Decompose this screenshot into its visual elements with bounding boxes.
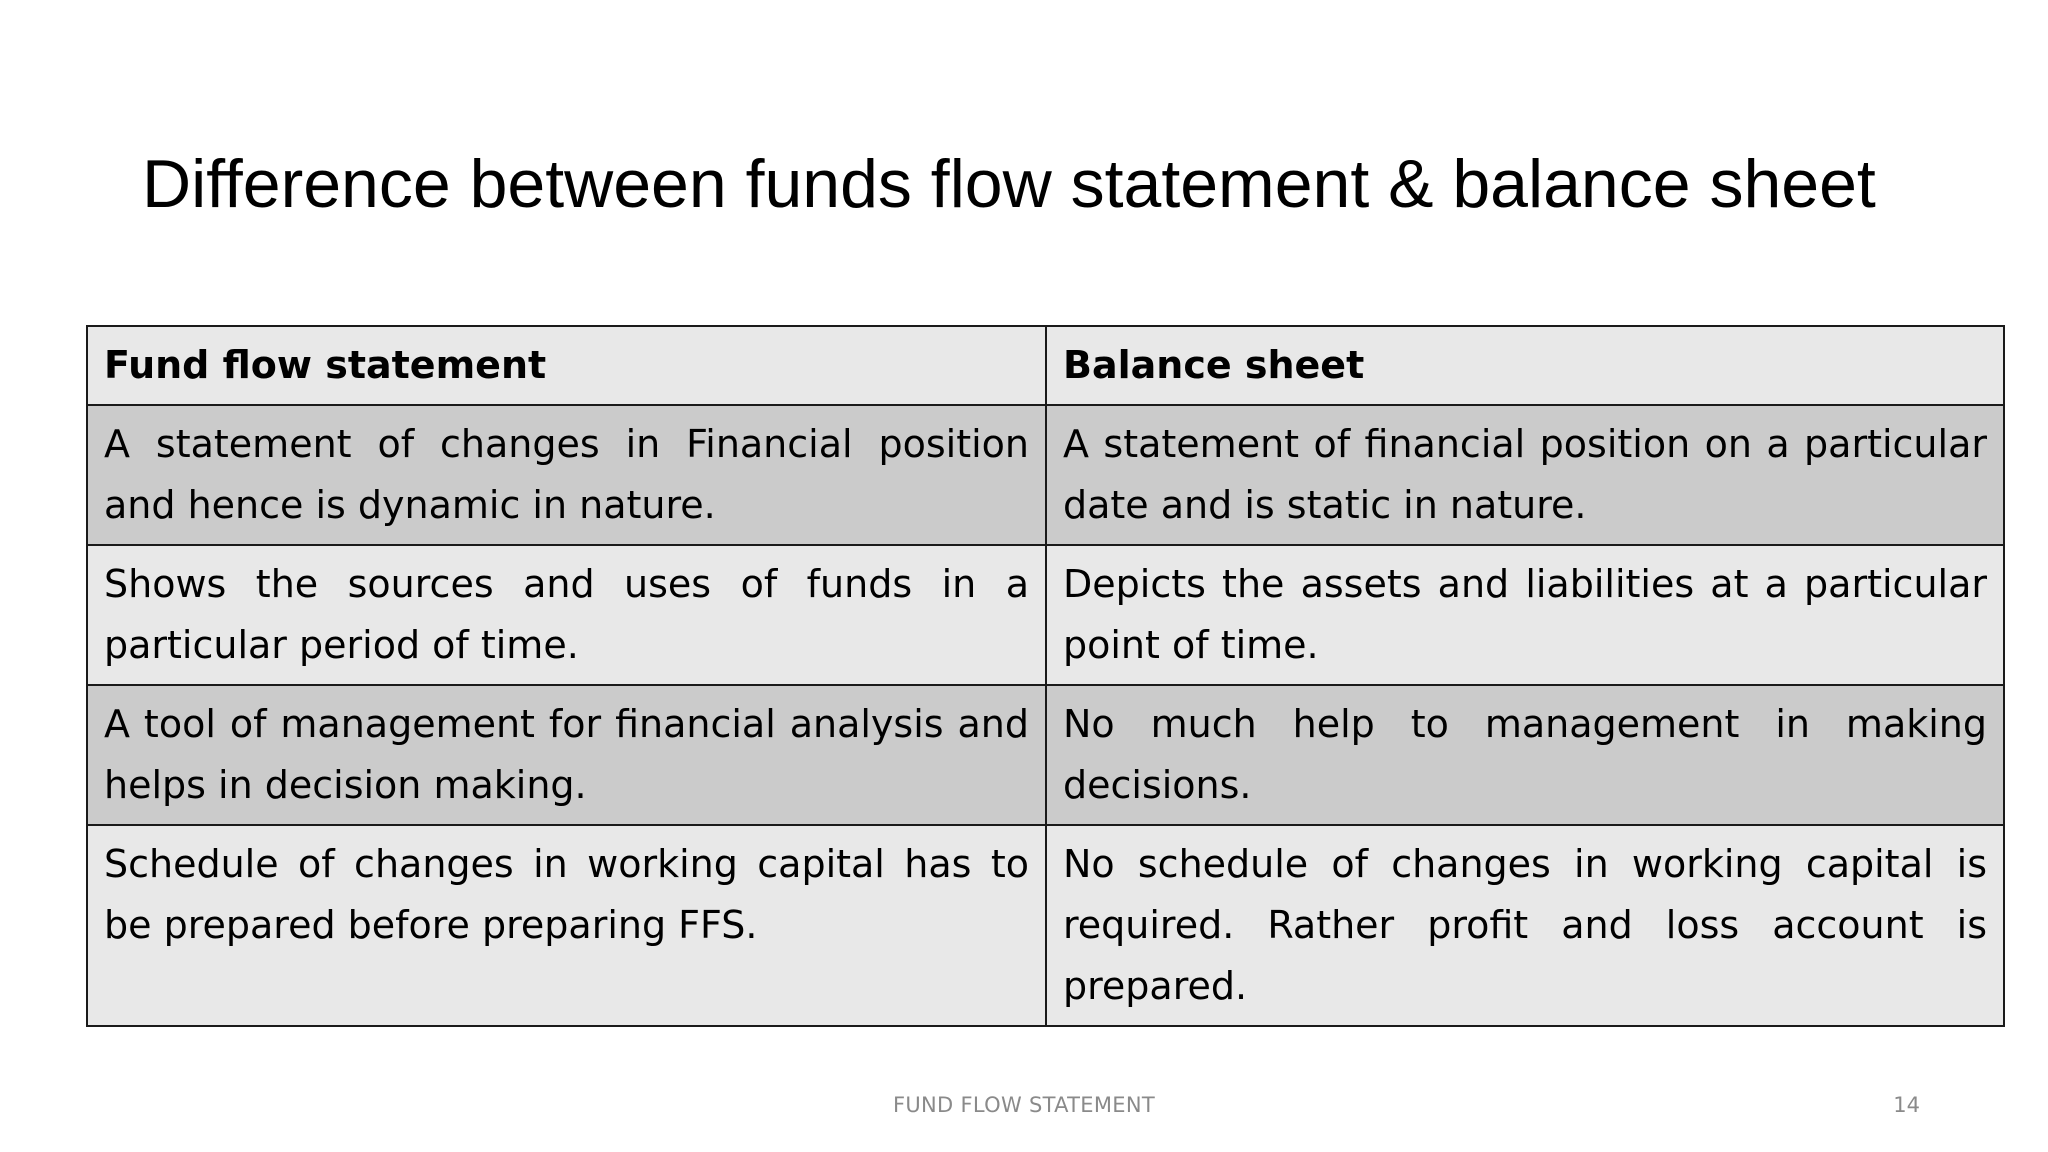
footer-text: FUND FLOW STATEMENT xyxy=(893,1093,1155,1117)
table-cell-balance-sheet: Depicts the assets and liabilities at a particular point of time. xyxy=(1046,545,2004,685)
table-cell-fund-flow: A tool of management for financial analysis and helps in decision making. xyxy=(87,685,1046,825)
table-row xyxy=(87,825,2004,1026)
table-cell-balance-sheet: No much help to management in making decisions. xyxy=(1046,685,2004,825)
header-balance-sheet: Balance sheet xyxy=(1046,326,2004,405)
table-cell-fund-flow: A statement of changes in Financial position and hence is dynamic in nature. xyxy=(87,405,1046,545)
comparison-table xyxy=(86,325,2005,1027)
slide-title: Difference between funds flow statement & balance sheet xyxy=(142,146,1876,222)
table-row xyxy=(87,545,2004,685)
table-cell-balance-sheet: No schedule of changes in working capital is required. Rather profit and loss account is prepared. xyxy=(1046,825,2004,1026)
table-header-row xyxy=(87,326,2004,405)
page-number: 14 xyxy=(1893,1093,1920,1117)
table-row xyxy=(87,685,2004,825)
table-cell-fund-flow: Shows the sources and uses of funds in a particular period of time. xyxy=(87,545,1046,685)
table-cell-balance-sheet: A statement of financial position on a particular date and is static in nature. xyxy=(1046,405,2004,545)
header-fund-flow-statement: Fund flow statement xyxy=(87,326,1046,405)
table-row xyxy=(87,405,2004,545)
table-cell-fund-flow: Schedule of changes in working capital has to be prepared before preparing FFS. xyxy=(87,825,1046,1026)
